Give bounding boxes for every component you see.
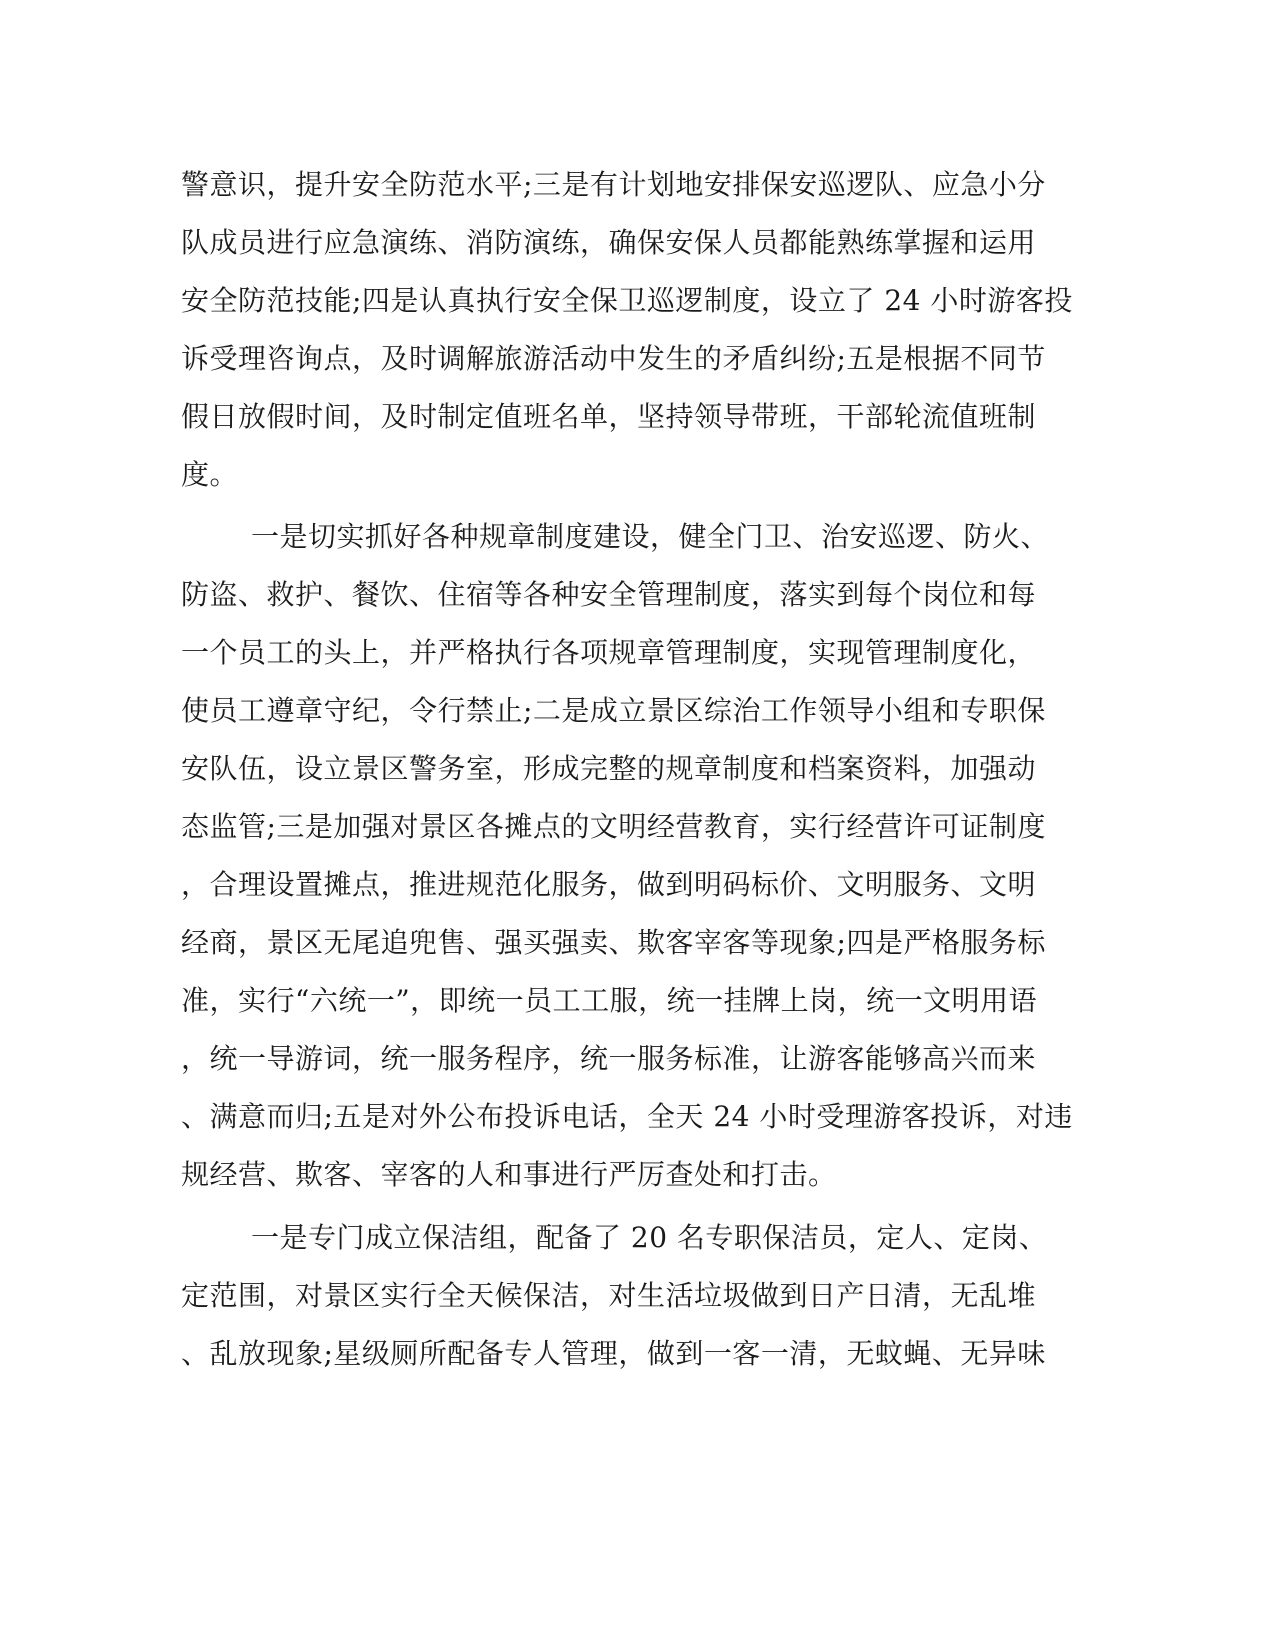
text-line: 假日放假时间，及时制定值班名单，坚持领导带班，干部轮流值班制 <box>181 400 1037 433</box>
text-line: 、乱放现象;星级厕所配备专人管理，做到一客一清，无蚊蝇、无异味 <box>181 1337 1046 1370</box>
text-line: 度。 <box>181 458 239 491</box>
paragraph-first-line: 一是切实抓好各种规章制度建设，健全门卫、治安巡逻、防火、 <box>251 520 1050 553</box>
text-line: 一个员工的头上，并严格执行各项规章管理制度，实现管理制度化， <box>181 636 1037 669</box>
text-line: 警意识，提升安全防范水平;三是有计划地安排保安巡逻队、应急小分 <box>181 168 1046 201</box>
text-line: 安全防范技能;四是认真执行安全保卫巡逻制度，设立了 24 小时游客投 <box>181 284 1073 317</box>
text-line: 规经营、欺客、宰客的人和事进行严厉查处和打击。 <box>181 1158 837 1191</box>
text-line: 定范围，对景区实行全天候保洁，对生活垃圾做到日产日清，无乱堆 <box>181 1279 1037 1312</box>
text-line: 准，实行“六统一”，即统一员工工服，统一挂牌上岗，统一文明用语 <box>181 984 1038 1017</box>
text-line: 经商，景区无尾追兜售、强买强卖、欺客宰客等现象;四是严格服务标 <box>181 926 1046 959</box>
text-line: 安队伍，设立景区警务室，形成完整的规章制度和档案资料，加强动 <box>181 752 1037 785</box>
text-line: ，合理设置摊点，推进规范化服务，做到明码标价、文明服务、文明 <box>181 868 1037 901</box>
text-line: ，统一导游词，统一服务程序，统一服务标准，让游客能够高兴而来 <box>181 1042 1037 1075</box>
text-line: 、满意而归;五是对外公布投诉电话，全天 24 小时受理游客投诉，对违 <box>181 1100 1073 1133</box>
paragraph-first-line: 一是专门成立保洁组，配备了 20 名专职保洁员，定人、定岗、 <box>251 1221 1048 1254</box>
text-line: 队成员进行应急演练、消防演练，确保安保人员都能熟练掌握和运用 <box>181 226 1037 259</box>
text-line: 态监管;三是加强对景区各摊点的文明经营教育，实行经营许可证制度 <box>181 810 1046 843</box>
text-line: 诉受理咨询点，及时调解旅游活动中发生的矛盾纠纷;五是根据不同节 <box>181 342 1046 375</box>
text-line: 使员工遵章守纪，令行禁止;二是成立景区综治工作领导小组和专职保 <box>181 694 1046 727</box>
text-line: 防盗、救护、餐饮、住宿等各种安全管理制度，落实到每个岗位和每 <box>181 578 1037 611</box>
